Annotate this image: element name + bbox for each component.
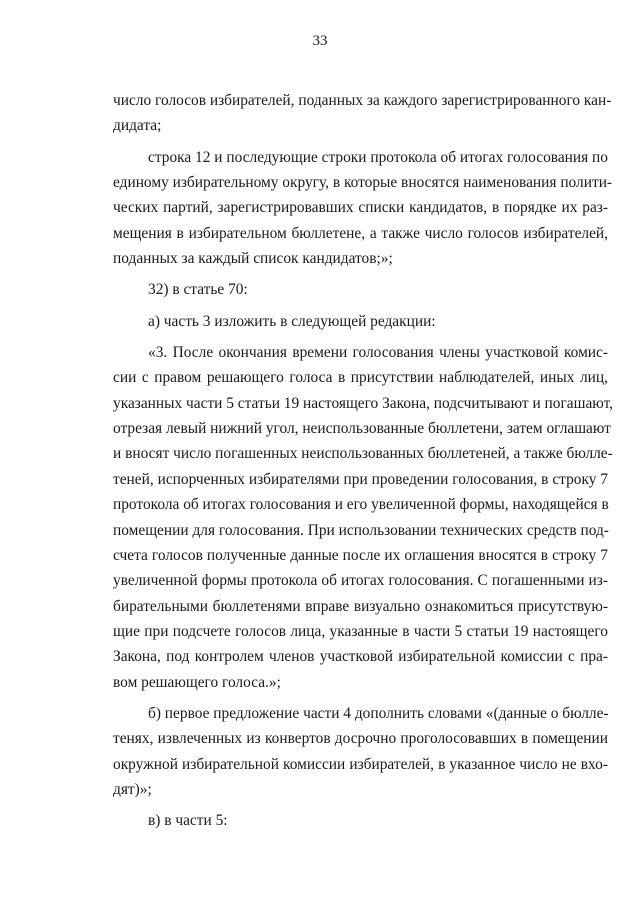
- text-line: 32) в статье 70:: [148, 281, 248, 299]
- text-line: единому избирательному округу, в которые вносятся наименования полити-: [113, 174, 613, 192]
- text-line: число голосов избирателей, поданных за каждого зарегистрированного кан-: [113, 92, 612, 109]
- text-line: сии с правом решающего голоса в присутствии наблюдателей, иных лиц,: [113, 369, 608, 387]
- text-line: увеличенной формы протокола об итогах голосования. С погашенными из-: [113, 572, 608, 590]
- text-line: отрезая левый нижний угол, неиспользованные бюллетени, затем оглашают: [113, 420, 611, 438]
- text-line: поданных за каждый список кандидатов;»;: [113, 250, 393, 268]
- text-line: вом решающего голоса.»;: [113, 673, 281, 691]
- text-line: ческих партий, зарегистрировавших списки кандидатов, в порядке их раз-: [113, 199, 608, 217]
- paragraph-subitem-b: [113, 701, 608, 802]
- text-line: «3. После окончания времени голосования члены участковой комис-: [148, 344, 608, 362]
- text-line: окружной избирательной комиссии избирателей, в указанное число не вхо-: [113, 755, 608, 773]
- text-line: дят)»;: [113, 780, 152, 798]
- text-line: бирательными бюллетенями вправе визуально ознакомиться присутствую-: [113, 597, 608, 615]
- text-line: дидата;: [113, 117, 162, 135]
- paragraph-item-32: [113, 277, 608, 302]
- text-line: щие при подсчете голосов лица, указанные в части 5 статьи 19 настоящего: [113, 622, 608, 640]
- paragraph-subitem-v: [113, 808, 608, 833]
- text-line: в) в части 5:: [148, 812, 228, 830]
- text-line: счета голосов полученные данные после их оглашения вносятся в строку 7: [113, 546, 608, 564]
- text-line: теней, испорченных избирателями при проведении голосования, в строку 7: [113, 470, 608, 488]
- text-line: тенях, извлеченных из конвертов досрочно проголосовавших в помещении: [113, 730, 608, 748]
- text-line: и вносят число погашенных неиспользованных бюллетеней, а также бюлле-: [113, 445, 613, 463]
- text-line: строка 12 и последующие строки протокола об итогах голосования по: [148, 148, 608, 166]
- paragraph-subitem-a: [113, 309, 608, 334]
- document-body: [113, 88, 613, 834]
- paragraph-part-3-text: [113, 340, 613, 695]
- paragraph-protocol-line-12: [113, 145, 613, 272]
- text-line: протокола об итогах голосования и его увеличенной формы, находящейся в: [113, 496, 609, 514]
- text-line: б) первое предложение части 4 дополнить словами «(данные о бюлле-: [148, 704, 609, 722]
- text-line: Закона, под контролем членов участковой избирательной комиссии с пра-: [113, 648, 608, 666]
- text-line: а) часть 3 изложить в следующей редакции:: [148, 312, 436, 330]
- text-line: мещения в избирательном бюллетене, а также число голосов избирателей,: [113, 224, 608, 242]
- text-line: указанных части 5 статьи 19 настоящего Закона, подсчитывают и погашают,: [113, 394, 613, 412]
- paragraph-candidate-votes: [113, 88, 612, 139]
- text-line: помещении для голосования. При использовании технических средств под-: [113, 521, 609, 539]
- page-number: 33: [312, 33, 328, 49]
